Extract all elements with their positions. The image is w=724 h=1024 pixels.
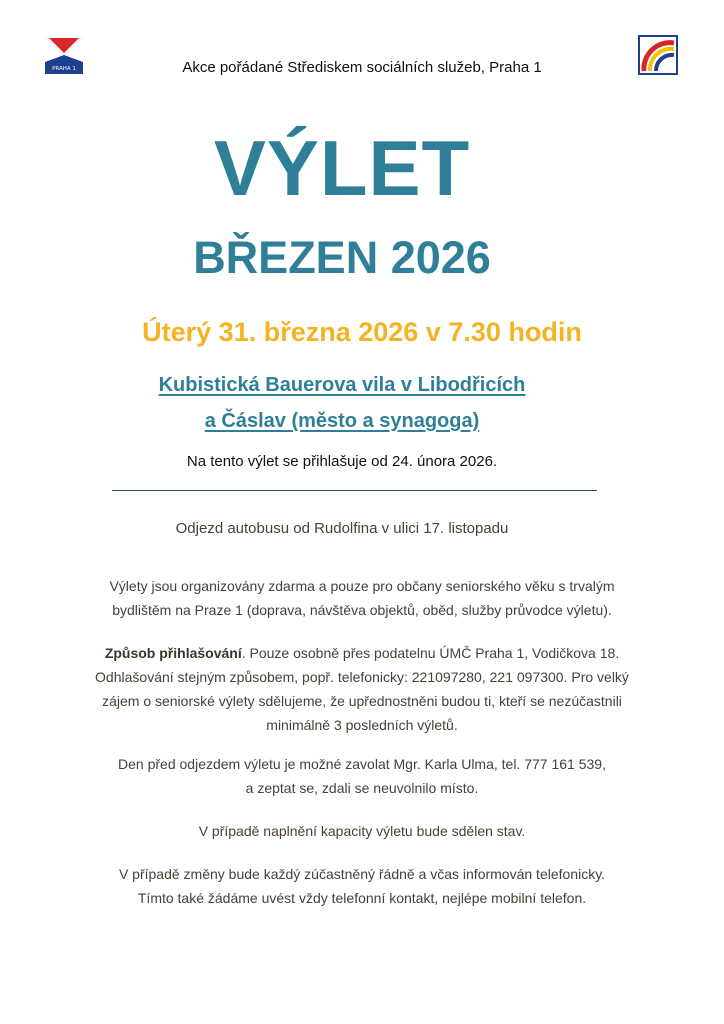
text-line: zájem o seniorské výlety sdělujeme, že upřednostněni budou ti, kteří se nezúčastnili (102, 693, 622, 709)
text-line: Tímto také žádáme uvést vždy telefonní kontakt, nejlépe mobilní telefon. (137, 890, 587, 906)
praha1-logo-text: PRAHA 1 (52, 66, 76, 72)
organizer-header: Akce pořádané Střediskem sociálních služeb, Praha 1 (182, 59, 542, 76)
info-paragraph-capacity (40, 819, 684, 843)
text-line: V případě naplnění kapacity výletu bude sdělen stav. (198, 823, 526, 839)
info-paragraph-registration (40, 641, 684, 737)
info-paragraph-changes (40, 862, 684, 910)
text-line: Den před odjezdem výletu je možné zavolat Mgr. Karla Ulma, tel. 777 161 539, (118, 756, 606, 772)
info-paragraph-eligibility (40, 574, 684, 622)
page-title: VÝLET (213, 124, 471, 212)
text-line: Výlety jsou organizovány zdarma a pouze pro občany seniorského věku s trvalým (109, 578, 615, 594)
page-subtitle: BŘEZEN 2026 (193, 232, 491, 283)
departure-info: Odjezd autobusu od Rudolfina v ulici 17. listopadu (175, 520, 509, 537)
divider (112, 490, 597, 491)
destination-line-2: a Čáslav (město a synagoga) (204, 410, 480, 432)
text-line: a zeptat se, zdali se neuvolnilo místo. (245, 780, 479, 796)
event-date-time: Úterý 31. března 2026 v 7.30 hodin (142, 317, 582, 347)
text-line: minimálně 3 posledních výletů. (266, 717, 458, 733)
text-fragment: . Pouze osobně přes podatelnu ÚMČ Praha 1, Vodičkova 18. (241, 645, 620, 661)
registration-date: Na tento výlet se přihlašuje od 24. února 2026. (186, 453, 498, 470)
text-line: Odhlašování stejným způsobem, popř. telefonicky: 221097280, 221 097300. Pro velký (95, 669, 629, 685)
info-paragraph-contact (40, 752, 684, 800)
destination-line-1: Kubistická Bauerova vila v Libodřicích (158, 374, 526, 396)
registration-method-label: Způsob přihlašování (104, 645, 242, 661)
text-line (40, 641, 684, 665)
text-line: V případě změny bude každý zúčastněný řádně a včas informován telefonicky. (118, 866, 606, 882)
text-line: bydlištěm na Praze 1 (doprava, návštěva objektů, oběd, služby průvodce výletu). (112, 602, 612, 618)
